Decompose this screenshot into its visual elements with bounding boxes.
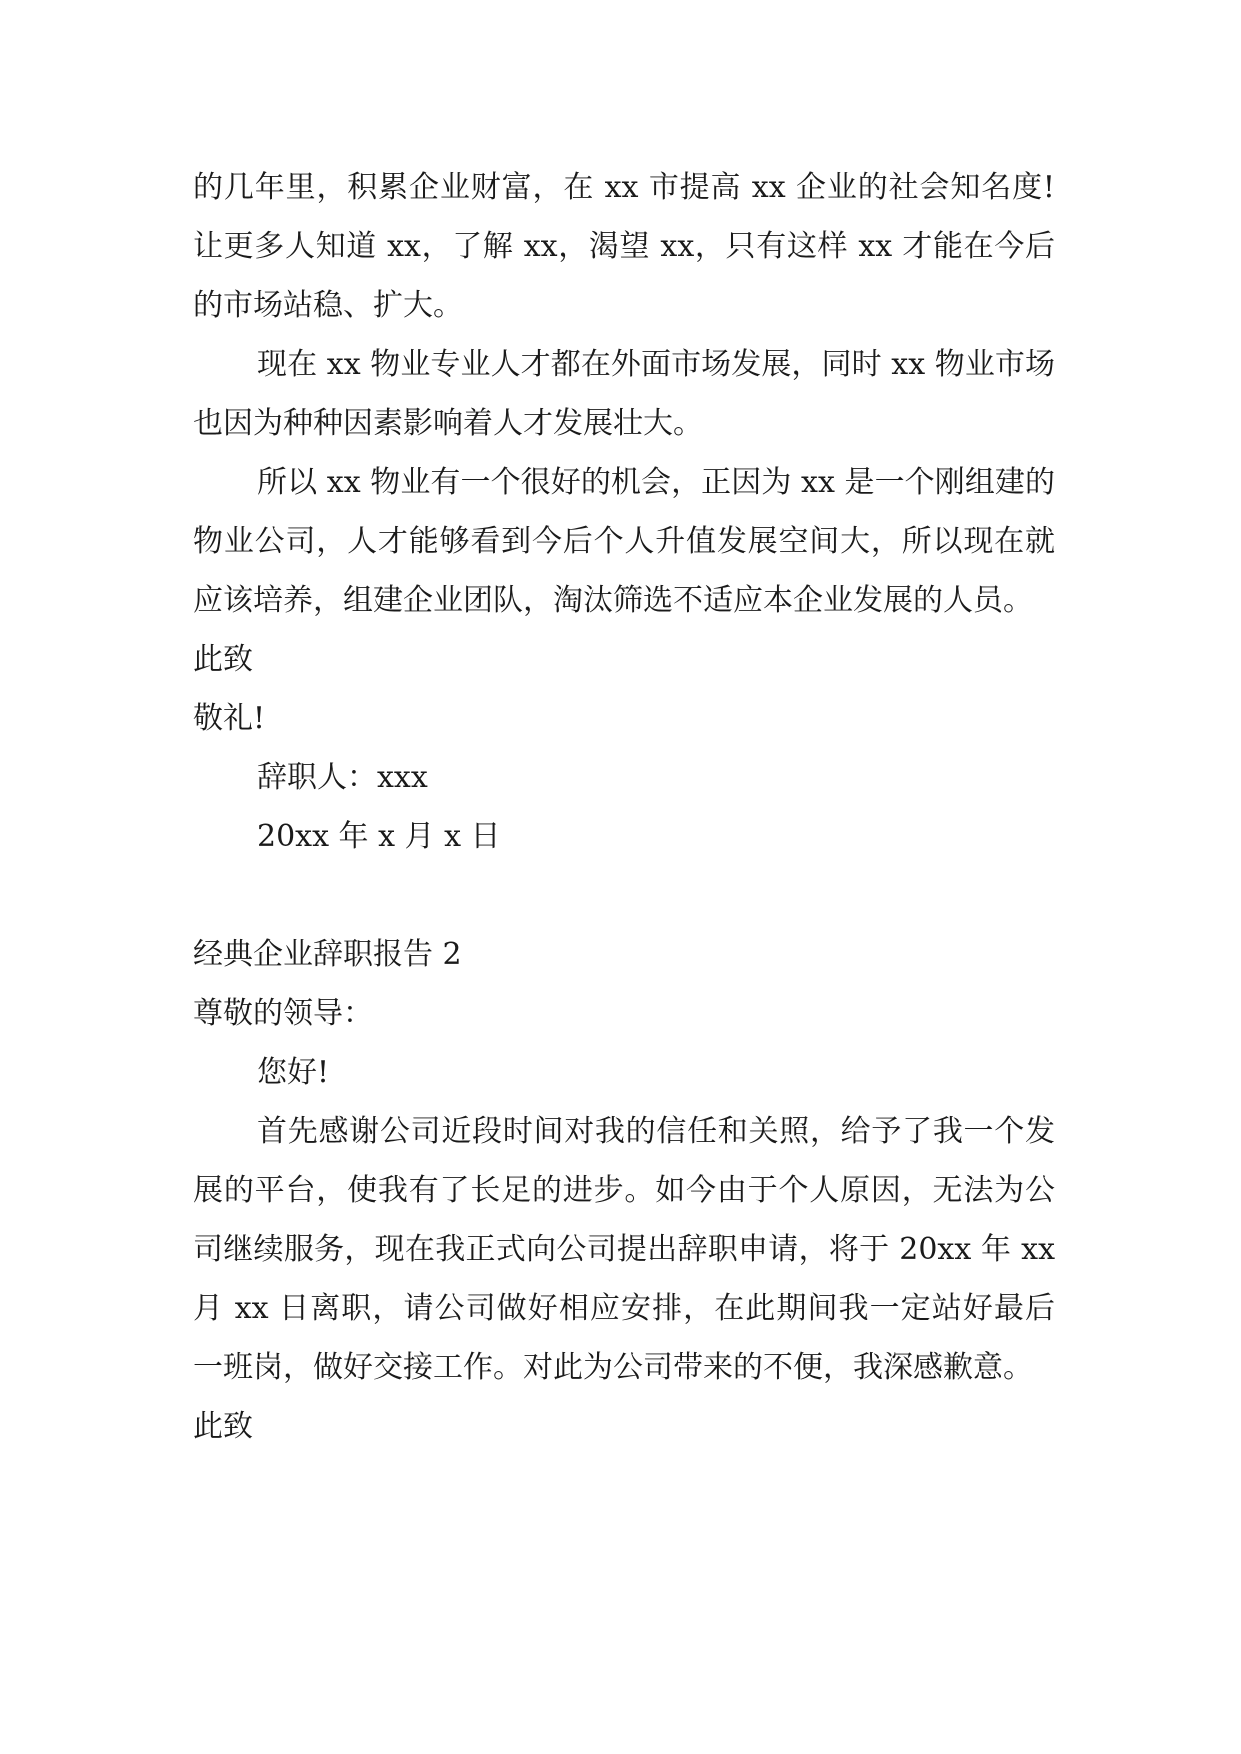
section-title: 经典企业辞职报告 2 — [193, 937, 462, 972]
date-line: 20xx 年 x 月 x 日 — [257, 819, 501, 854]
closing-phrase: 此致 — [193, 642, 253, 677]
document-body — [193, 158, 1055, 1456]
salute-phrase: 敬礼! — [193, 701, 266, 736]
paragraph-talent-market: 现在 xx 物业专业人才都在外面市场发展，同时 xx 物业市场也因为种种因素影响着人才发展壮大。 — [193, 347, 1055, 441]
section-spacer — [193, 866, 1055, 925]
resignation-body: 首先感谢公司近段时间对我的信任和关照，给予了我一个发展的平台，使我有了长足的进步。如今由于个人原因，无法为公司继续服务，现在我正式向公司提出辞职申请，将于 20xx 年 xx 月 xx 日离职，请公司做好相应安排，在此期间我一定站好最后一班岗，做好交接工作。对此为公司带来的不便，我深感歉意。 — [193, 1114, 1055, 1385]
signer-line: 辞职人：xxx — [257, 760, 428, 795]
paragraph-continuation: 的几年里，积累企业财富，在 xx 市提高 xx 企业的社会知名度!让更多人知道 xx，了解 xx，渴望 xx，只有这样 xx 才能在今后的市场站稳、扩大。 — [193, 170, 1055, 323]
paragraph-opportunity: 所以 xx 物业有一个很好的机会，正因为 xx 是一个刚组建的物业公司，人才能够看到今后个人升值发展空间大，所以现在就应该培养，组建企业团队，淘汰筛选不适应本企业发展的人员。 — [193, 465, 1055, 618]
addressee-line: 尊敬的领导： — [193, 996, 373, 1031]
greeting-line: 您好! — [257, 1055, 330, 1090]
closing-phrase-2: 此致 — [193, 1409, 253, 1444]
